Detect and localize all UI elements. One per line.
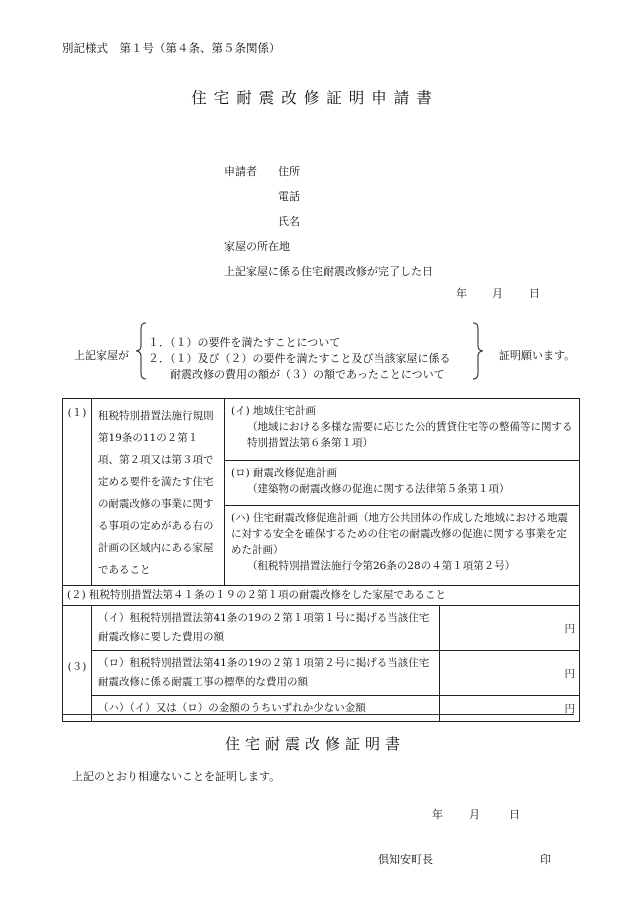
- name-label: 氏名: [278, 215, 300, 228]
- request-option-2-continued: 耐震改修の費用の額が（３）の額であったことについて: [170, 368, 445, 381]
- table-row: [63, 399, 580, 461]
- request-option-1: １．（１）の要件を満たすことについて: [148, 336, 341, 349]
- cost-ro-yen: 円: [440, 651, 580, 696]
- address-label: 住所: [278, 165, 300, 178]
- row1-number: (１): [63, 399, 92, 586]
- plan-ro-title: (ロ) 耐震改修促進計画: [231, 467, 338, 480]
- section-divider: [62, 714, 574, 715]
- applicant-label: 申請者: [224, 165, 257, 178]
- plan-i-cell: [225, 399, 580, 461]
- plan-ro-detail: （建築物の耐震改修の促進に関する法律第５条第１項）: [247, 483, 510, 496]
- plan-ha-title: (ハ) 住宅耐震改修促進計画（地方公共団体の作成した地域における地震に対する安全を確保するための住宅の耐震改修の促進に関する事業を定めた計画）: [231, 512, 569, 557]
- certificate-year: 年: [432, 808, 443, 821]
- cost-ha-yen: 円: [440, 696, 580, 722]
- certificate-month: 月: [469, 808, 480, 821]
- completion-date-label: 上記家屋に係る住宅耐震改修が完了した日: [224, 265, 433, 278]
- plan-i-detail: （地域における多様な需要に応じた公的賃貸住宅等の整備等に関する特別措置法第６条第１項）: [247, 421, 573, 449]
- cost-ro: （ロ）租税特別措置法第41条の19の２第１項第２号に掲げる当該住宅耐震改修に係る耐震工事の標準的な費用の額: [92, 651, 440, 696]
- plan-ro-cell: [225, 461, 580, 506]
- left-brace-icon: [134, 322, 148, 380]
- phone-label: 電話: [278, 190, 300, 203]
- certificate-statement: 上記のとおり相違ないことを証明します。: [72, 770, 281, 783]
- certificate-title: 住宅耐震改修証明書: [224, 735, 405, 753]
- request-option-2: ２．（１）及び（２）の要件を満たすこと及び当該家屋に係る: [148, 352, 451, 365]
- plan-i-title: (イ) 地域住宅計画: [231, 405, 317, 417]
- row1-requirement: 租税特別措置法施行規則第19条の11の２第１項、第２項又は第３項で定める要件を満たす住宅の耐震改修の事業に関する事項の定めがある右の計画の区域内にある家屋であること: [92, 399, 225, 586]
- application-title: 住宅耐震改修証明申請書: [191, 89, 439, 107]
- row3-number: (３): [63, 606, 92, 722]
- completion-day: 日: [529, 287, 540, 300]
- certificate-day: 日: [509, 808, 520, 821]
- mayor-title: 倶知安町長: [378, 853, 433, 866]
- completion-month: 月: [492, 287, 503, 300]
- cost-i: （イ）租税特別措置法第41条の19の２第１項第１号に掲げる当該住宅耐震改修に要した費用の額: [92, 606, 440, 651]
- completion-year: 年: [456, 287, 467, 300]
- form-number: 別記様式 第１号（第４条、第５条関係）: [62, 41, 281, 55]
- seal-mark: 印: [540, 853, 551, 866]
- right-brace-icon: [471, 322, 485, 380]
- table-row: [63, 696, 580, 722]
- table-row: [63, 651, 580, 696]
- table-row: [63, 606, 580, 651]
- cost-i-yen: 円: [440, 606, 580, 651]
- table-row: [63, 586, 580, 606]
- request-tail: 証明願います。: [499, 349, 576, 362]
- house-location-label: 家屋の所在地: [224, 240, 290, 253]
- requirements-table: [62, 398, 580, 722]
- plan-ha-detail: （租税特別措置法施行令第26条の28の４第１項第２号）: [247, 560, 516, 573]
- plan-ha-cell: [225, 506, 580, 586]
- cost-ha: （ハ）（イ）又は（ロ）の金額のうちいずれか少ない金額: [92, 696, 440, 722]
- row2-text: (２) 租税特別措置法第４１条の１９の２第１項の耐震改修をした家屋であること: [63, 586, 580, 606]
- request-lead: 上記家屋が: [74, 349, 129, 362]
